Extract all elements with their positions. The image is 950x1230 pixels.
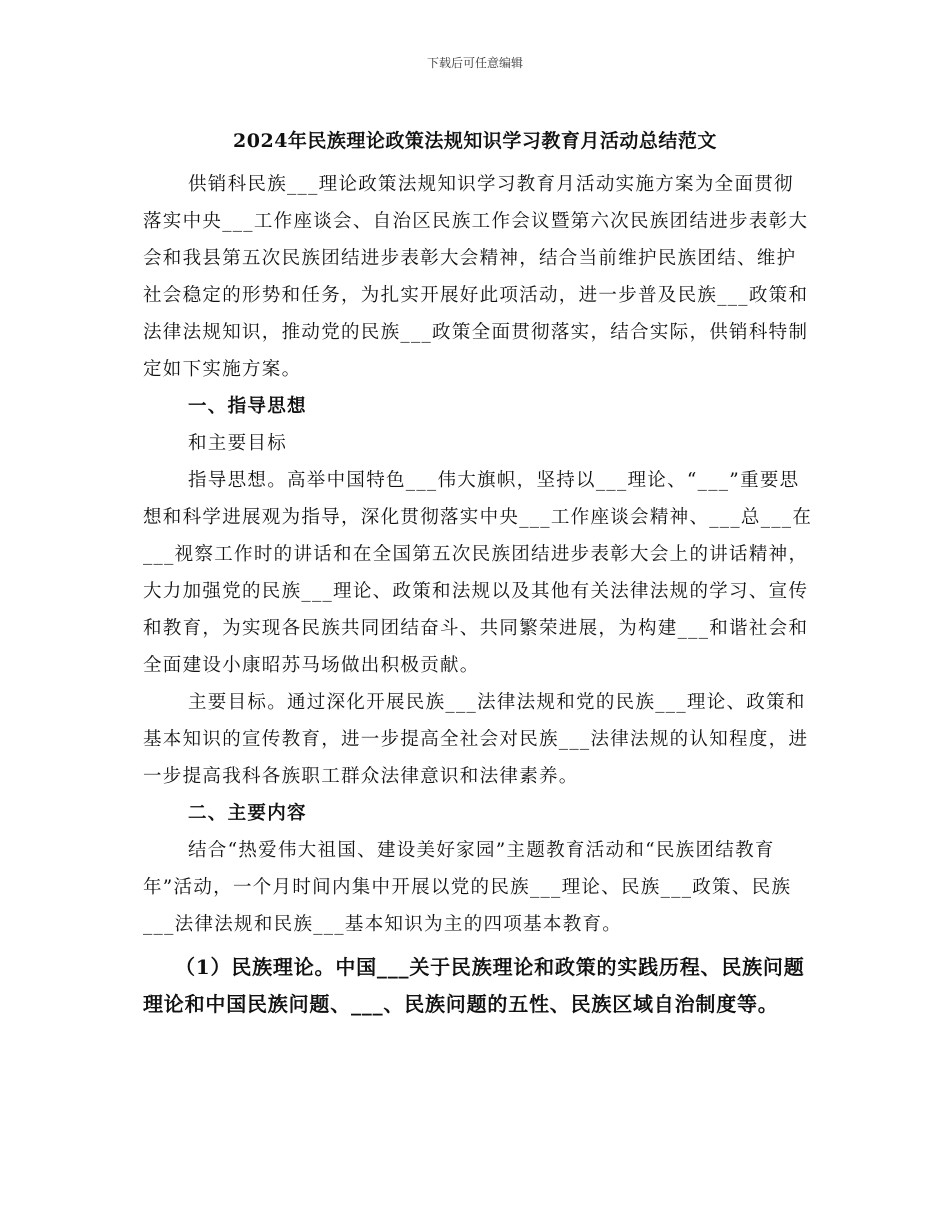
- paragraph-main-goals: 主要目标。通过深化开展民族___法律法规和党的民族___理论、政策和基本知识的宣传教育，进一步提高全社会对民族___法律法规的认知程度，进一步提高我科各族职工群众法律意识和法律素养。: [143, 692, 809, 787]
- paragraph-main-content: 结合“热爱伟大祖国、建设美好家园”主题教育活动和“民族团结教育年”活动，一个月时间内集中开展以党的民族___理论、民族___政策、民族___法律法规和民族___基本知识为主的四项基本教育。: [143, 840, 792, 935]
- section-heading-guiding-ideology: 一、指导思想: [188, 396, 307, 417]
- section-subheading-main-goals: 和主要目标: [188, 433, 288, 454]
- paragraph-ethnic-theory: （1）民族理论。中国___关于民族理论和政策的实践历程、民族问题理论和中国民族问题、___、民族问题的五性、民族区域自治制度等。: [143, 955, 805, 1016]
- paragraph-intro: 供销科民族___理论政策法规知识学习教育月活动实施方案为全面贯彻落实中央___工作座谈会、自治区民族工作会议暨第六次民族团结进步表彰大会和我县第五次民族团结进步表彰大会精神，结合当前维护民族团结、维护社会稳定的形势和任务，为扎实开展好此项活动，进一步普及民族___政策和法律法规知识，推动党的民族___政策全面贯彻落实，结合实际，供销科特制定如下实施方案。: [143, 174, 809, 380]
- paragraph-guiding-ideology: 指导思想。高举中国特色___伟大旗帜，坚持以___理论、“___”重要思想和科学进展观为指导，深化贯彻落实中央___工作座谈会精神、___总___在___视察工作时的讲话和在全国第五次民族团结进步表彰大会上的讲话精神，大力加强党的民族___理论、政策和法规以及其他有关法律法规的学习、宣传和教育，为实现各民族共同团结奋斗、共同繁荣进展，为构建___和谐社会和全面建设小康昭苏马场做出积极贡献。: [143, 470, 813, 676]
- document-body: [143, 166, 813, 1023]
- bold-section: [143, 949, 813, 1023]
- page-header: 下载后可任意编辑: [426, 56, 523, 70]
- document-title: 2024年民族理论政策法规知识学习教育月活动总结范文: [233, 130, 717, 152]
- section-heading-main-content: 二、主要内容: [188, 803, 307, 824]
